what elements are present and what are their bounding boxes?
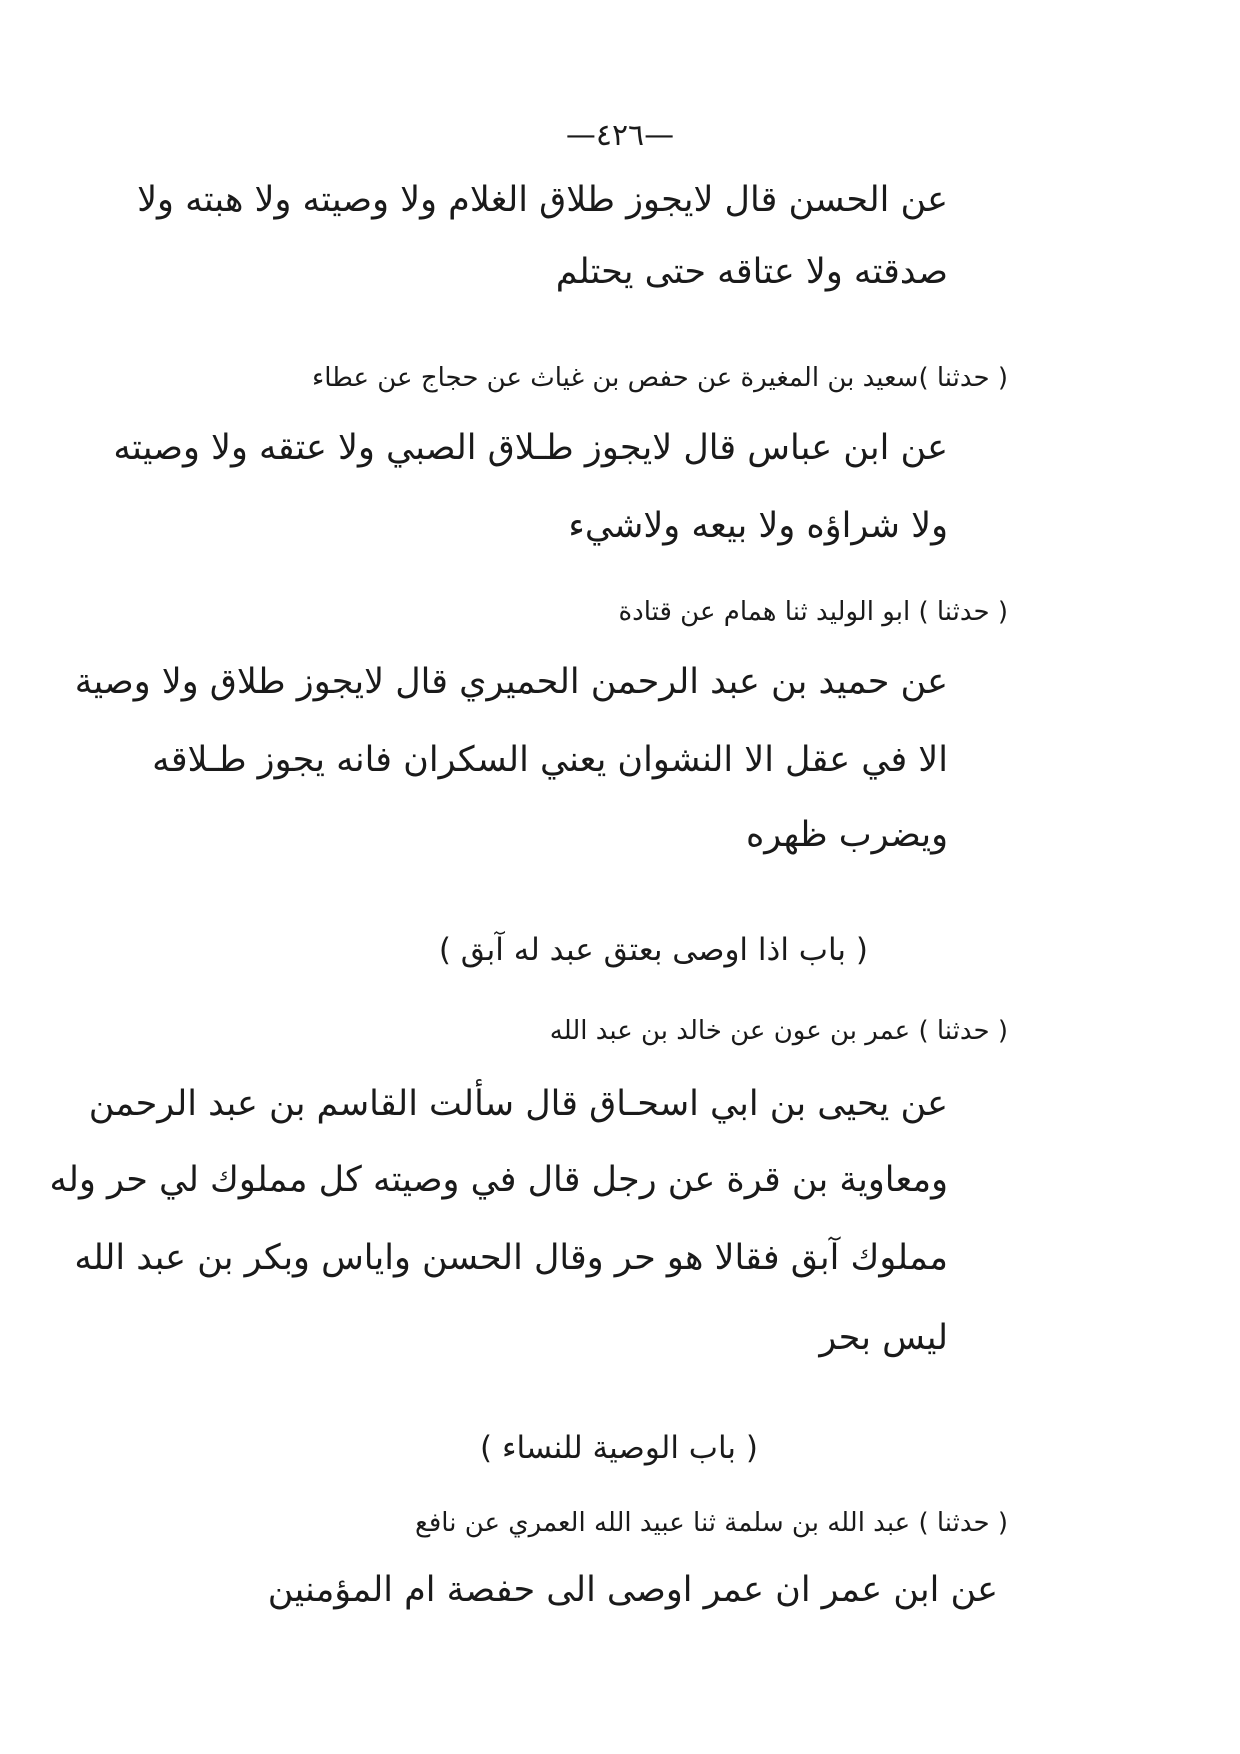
text-line-1: عن الحسن قال لايجوز طلاق الغلام ولا وصيته ولا هبته ولا (137, 180, 948, 220)
text-line-10: مملوك آبق فقالا هو حر وقال الحسن واياس وبكر بن عبد الله (74, 1238, 948, 1278)
text-line-9: ومعاوية بن قرة عن رجل قال في وصيته كل مملوك لي حر وله (49, 1160, 948, 1200)
text-line-12: عن ابن عمر ان عمر اوصى الى حفصة ام المؤمنين (267, 1570, 998, 1610)
isnad-line-3: ( حدثنا ) عمر بن عون عن خالد بن عبد الله (549, 1016, 1008, 1046)
page-number: —٤٢٦— (565, 118, 675, 153)
isnad-line-4: ( حدثنا ) عبد الله بن سلمة ثنا عبيد الله العمري عن نافع (415, 1508, 1008, 1538)
isnad-line-1: ( حدثنا )سعيد بن المغيرة عن حفص بن غياث عن حجاج عن عطاء (312, 363, 1008, 393)
chapter-heading-1: ( باب اذا اوصى بعتق عبد له آبق ) (438, 932, 868, 968)
text-line-4: ولا شراؤه ولا بيعه ولاشيء (568, 506, 948, 546)
chapter-heading-2: ( باب الوصية للنساء ) (480, 1430, 758, 1466)
text-line-11: ليس بحر (819, 1318, 948, 1358)
text-line-8: عن يحيى بن ابي اسحـاق قال سألت القاسم بن عبد الرحمن (88, 1084, 948, 1124)
text-line-6: الا في عقل الا النشوان يعني السكران فانه يجوز طـلاقه (152, 740, 948, 780)
text-line-5: عن حميد بن عبد الرحمن الحميري قال لايجوز طلاق ولا وصية (74, 662, 948, 702)
text-line-3: عن ابن عباس قال لايجوز طـلاق الصبي ولا عتقه ولا وصيته (113, 428, 948, 468)
text-line-7: ويضرب ظهره (745, 815, 948, 855)
text-line-2: صدقته ولا عتاقه حتى يحتلم (555, 252, 948, 292)
isnad-line-2: ( حدثنا ) ابو الوليد ثنا همام عن قتادة (618, 597, 1008, 627)
